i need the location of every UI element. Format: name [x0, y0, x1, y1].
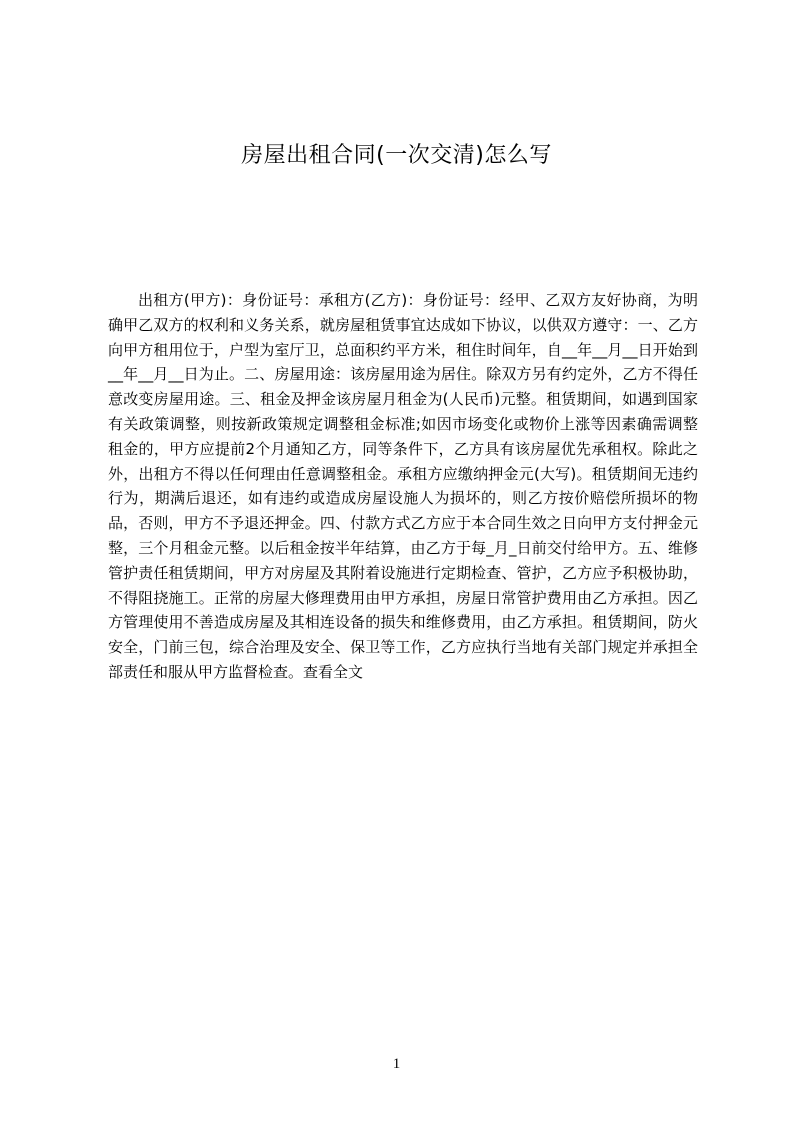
document-title: 房屋出租合同(一次交清)怎么写	[241, 143, 552, 168]
contract-body-text: 出租方(甲方)：身份证号：承租方(乙方)：身份证号：经甲、乙双方友好协商，为明确甲乙双方的权利和义务关系，就房屋租赁事宜达成如下协议，以供双方遵守：一、乙方向甲方租用位于，户型为室厅卫，总面积约平方米，租住时间年，自__年__月__日开始到__年__月__日为止。二、房屋用途：该房屋用途为居住。除双方另有约定外，乙方不得任意改变房屋用途。三、租金及押金该房屋月租金为(人民币)元整。租赁期间，如遇到国家有关政策调整，则按新政策规定调整租金标准;如因市场变化或物价上涨等因素确需调整租金的，甲方应提前2个月通知乙方，同等条件下，乙方具有该房屋优先承租权。除此之外，出租方不得以任何理由任意调整租金。承租方应缴纳押金元(大写)。租赁期间无违约行为，期满后退还，如有违约或造成房屋设施人为损坏的，则乙方按价赔偿所损坏的物品，否则，甲方不予退还押金。四、付款方式乙方应于本合同生效之日向甲方支付押金元整，三个月租金元整。以后租金按半年结算，由乙方于每_月_日前交付给甲方。五、维修管护责任租赁期间，甲方对房屋及其附着设施进行定期检查、管护，乙方应予积极协助，不得阻挠施工。正常的房屋大修理费用由甲方承担，房屋日常管护费用由乙方承担。因乙方管理使用不善造成房屋及其相连设备的损失和维修费用，由乙方承担。租赁期间，防火安全，门前三包，综合治理及安全、保卫等工作，乙方应执行当地有关部门规定并承担全部责任和服从甲方监督检查。查看全文	[108, 291, 698, 681]
page-number: 1	[392, 1056, 401, 1072]
